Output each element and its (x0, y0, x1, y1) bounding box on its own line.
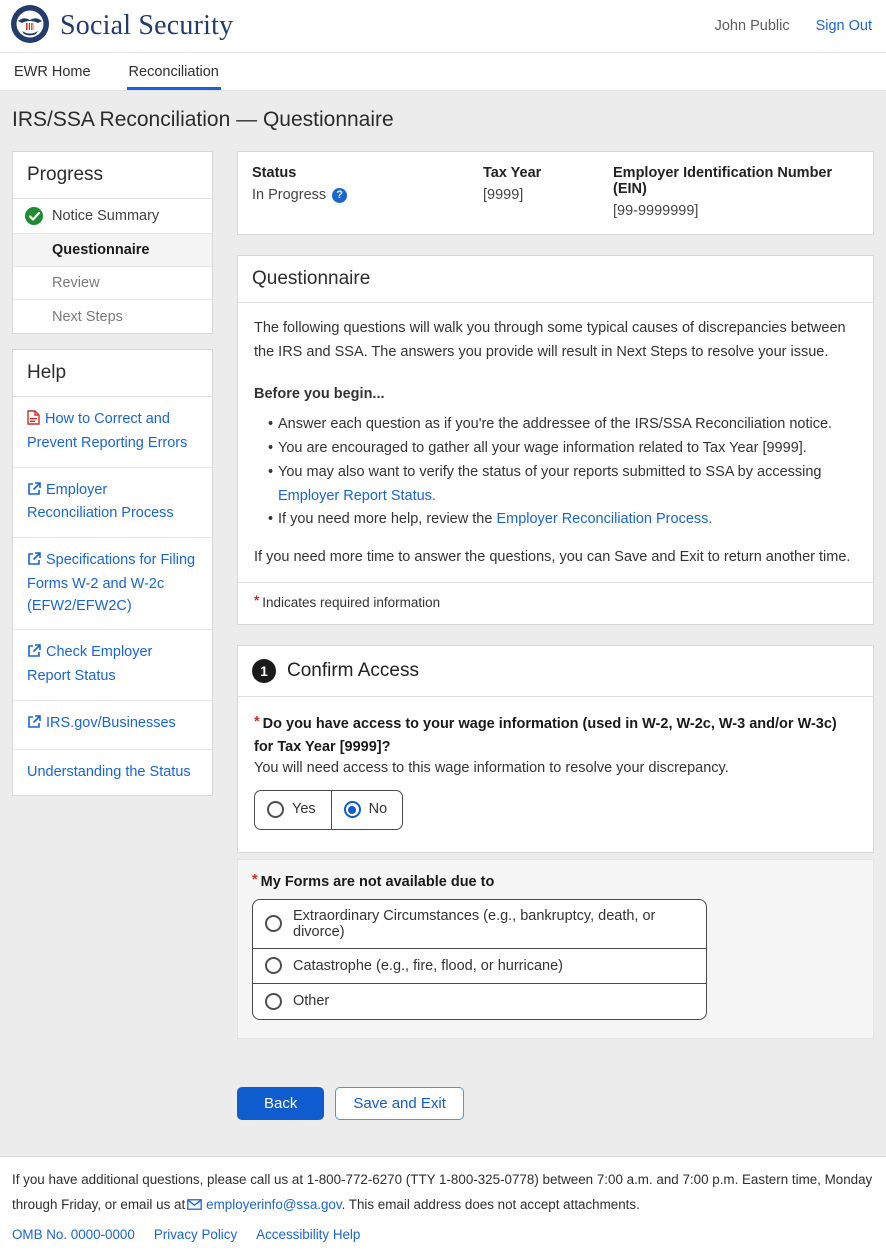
progress-title: Progress (13, 152, 212, 199)
radio-option-extraordinary-circumstances[interactable] (253, 900, 706, 949)
ein-value: [99-9999999] (613, 203, 699, 219)
help-link-irs-gov[interactable]: IRS.gov/Businesses (27, 715, 176, 731)
save-note: If you need more time to answer the questions, you can Save and Exit to return another time. (254, 549, 851, 566)
confirm-access-panel (237, 645, 874, 852)
radio-icon (265, 915, 282, 932)
help-link-correct-errors[interactable]: How to Correct and Prevent Reporting Errors (27, 411, 188, 451)
questionnaire-intro: The following questions will walk you through some typical causes of discrepancies between the IRS and SSA. The answers you provide will result in Next Steps to resolve your issue. (254, 320, 846, 360)
questionnaire-title: Questionnaire (238, 256, 873, 303)
status-value: In Progress (252, 187, 327, 203)
help-link-item (13, 630, 212, 701)
radio-option-label: Extraordinary Circumstances (e.g., bankruptcy, death, or divorce) (293, 907, 656, 940)
ein-label: Employer Identification Number (EIN) (613, 165, 833, 197)
help-link-reconciliation-process[interactable]: Employer Reconciliation Process (27, 481, 174, 522)
radio-option-label: Catastrophe (e.g., fire, flood, or hurricane) (293, 957, 563, 974)
progress-item-next-steps (13, 300, 212, 333)
tax-year-value: [9999] (483, 187, 524, 203)
external-link-icon (27, 644, 41, 666)
help-link-item (13, 701, 212, 750)
help-title: Help (13, 350, 212, 397)
user-name: John Public (714, 18, 790, 34)
help-link-item (13, 750, 212, 796)
content (0, 91, 886, 1156)
footer-links (12, 1227, 874, 1242)
employer-report-status-link[interactable]: Employer Report Status. (278, 487, 436, 504)
radio-option-catastrophe[interactable] (253, 949, 706, 984)
footer-contact-text: If you have additional questions, please call us at 1-800-772-6270 (TTY 1-800-325-0778) between 7:00 a.m. and 7:00 p.m. Eastern time, Monday through Friday, or email us at employerinfo@ssa.gov. This email address does not accept attachments. (12, 1167, 874, 1219)
radio-option-no[interactable] (331, 791, 403, 829)
email-icon (187, 1193, 202, 1218)
external-link-icon (27, 715, 41, 737)
pdf-icon (27, 410, 40, 433)
help-link-item (13, 397, 212, 468)
omb-number-link[interactable]: OMB No. 0000-0000 (12, 1226, 135, 1242)
page-title: IRS/SSA Reconciliation — Questionnaire (12, 108, 394, 131)
save-and-exit-button[interactable]: Save and Exit (335, 1087, 464, 1120)
accessibility-help-link[interactable]: Accessibility Help (256, 1226, 361, 1242)
help-panel (12, 349, 213, 796)
bullet-item: • You may also want to verify the status of your reports submitted to SSA by accessing Employer Report Status. (268, 461, 857, 509)
radio-icon (265, 957, 282, 974)
action-buttons (237, 1087, 874, 1156)
radio-option-label: No (368, 800, 388, 817)
header-right (715, 18, 872, 34)
nav-ewr-home[interactable]: EWR Home (14, 64, 91, 80)
email-link[interactable]: employerinfo@ssa.gov (206, 1197, 342, 1213)
progress-item-label: Next Steps (52, 308, 123, 325)
yes-no-radio-group (254, 790, 403, 830)
radio-option-other[interactable] (253, 984, 706, 1019)
ssa-seal-icon (10, 4, 50, 49)
sidebar (12, 151, 213, 796)
before-you-begin-list (254, 413, 857, 533)
progress-item-review (13, 267, 212, 300)
required-asterisk: * (254, 593, 260, 609)
privacy-policy-link[interactable]: Privacy Policy (153, 1226, 238, 1242)
forms-unavailable-options (252, 899, 707, 1020)
status-label: Status (252, 165, 297, 181)
sign-out-link[interactable]: Sign Out (815, 18, 872, 34)
help-link-specifications[interactable]: Specifications for Filing Forms W-2 and W-2c (EFW2/EFW2C) (27, 552, 196, 614)
required-asterisk: * (252, 871, 258, 888)
external-link-icon (27, 552, 41, 574)
wage-access-helper: You will need access to this wage information to resolve your discrepancy. (254, 760, 729, 777)
progress-item-label: Notice Summary (52, 208, 160, 224)
required-note: * Indicates required information (238, 582, 873, 624)
forms-unavailable-panel (237, 859, 874, 1039)
progress-item-questionnaire[interactable] (13, 234, 212, 267)
radio-option-label: Other (293, 993, 330, 1010)
step-number-icon: 1 (252, 659, 276, 683)
nav-reconciliation[interactable]: Reconciliation (127, 55, 221, 90)
footer (0, 1156, 886, 1254)
tax-year-column (483, 165, 613, 219)
status-help-icon[interactable]: ? (332, 188, 347, 203)
external-link-icon (27, 482, 41, 504)
radio-icon (344, 801, 361, 818)
radio-option-label: Yes (292, 800, 316, 817)
status-bar (237, 151, 874, 235)
employer-reconciliation-process-link[interactable]: Employer Reconciliation Process. (496, 511, 713, 528)
radio-icon (267, 801, 284, 818)
confirm-access-header (238, 646, 873, 697)
radio-icon (265, 993, 282, 1010)
questionnaire-panel (237, 255, 874, 625)
tax-year-label: Tax Year (483, 165, 542, 181)
progress-item-label: Review (52, 275, 100, 291)
brand (10, 4, 233, 49)
status-column (252, 165, 483, 219)
bullet-item: • You are encouraged to gather all your wage information related to Tax Year [9999]. (268, 437, 857, 461)
header (0, 0, 886, 53)
bullet-item: • If you need more help, review the Employer Reconciliation Process. (268, 508, 857, 532)
help-link-check-report-status[interactable]: Check Employer Report Status (27, 644, 153, 684)
progress-item-notice-summary[interactable] (13, 199, 212, 234)
radio-option-yes[interactable] (255, 791, 331, 829)
check-circle-icon (25, 207, 43, 225)
progress-panel (12, 151, 213, 334)
wage-access-question: * Do you have access to your wage information (used in W-2, W-2c, W-3 and/or W-3c) for Tax Year [9999]? (254, 714, 837, 755)
ein-column (613, 165, 859, 219)
forms-unavailable-question: * My Forms are not available due to (252, 871, 495, 890)
back-button[interactable]: Back (237, 1087, 324, 1120)
progress-item-label: Questionnaire (52, 242, 150, 258)
main-column (237, 151, 874, 1156)
help-link-understanding-status[interactable]: Understanding the Status (27, 763, 191, 780)
before-you-begin-heading: Before you begin... (254, 385, 385, 402)
help-link-item (13, 538, 212, 630)
help-link-item (13, 468, 212, 539)
brand-name: Social Security (60, 10, 234, 41)
confirm-access-title: Confirm Access (287, 660, 419, 682)
main-nav (0, 53, 886, 91)
required-asterisk: * (254, 714, 260, 731)
bullet-item: • Answer each question as if you're the addressee of the IRS/SSA Reconciliation notice. (268, 413, 857, 437)
